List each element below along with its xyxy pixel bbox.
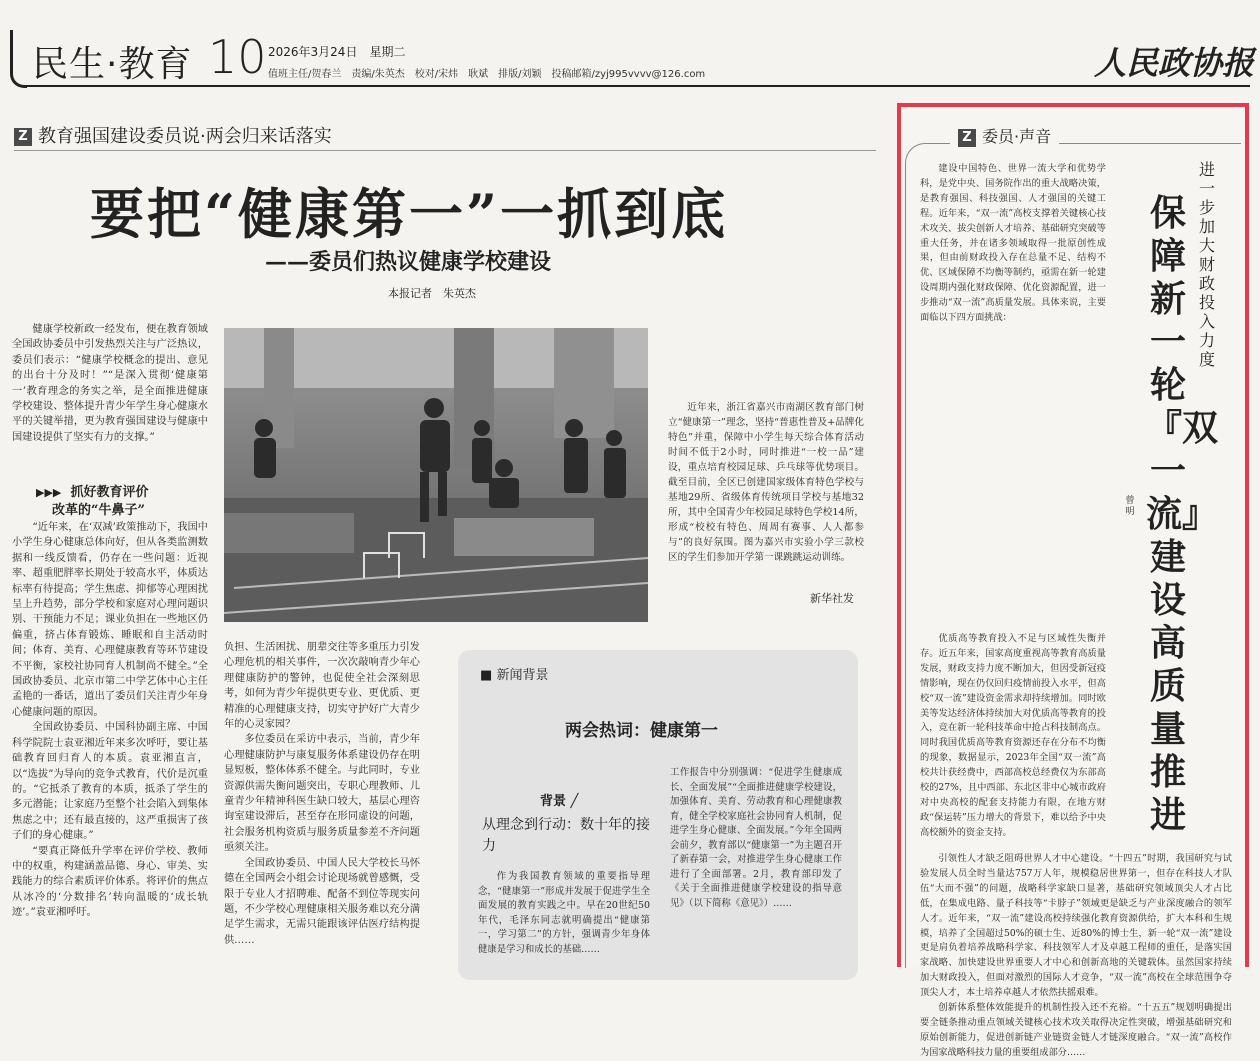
paragraph: 多位委员在采访中表示，当前，青少年心理健康防护与康复服务体系建设仍存在明显短板，整体体系不健全。与此同时，专业资源供需失衡问题突出，专职心理教师、儿童青少年精神科医生缺口较大，基层心理咨询室建设滞后，甚至存在形同虚设的问题，社会服务机构资质与服务质量参差不齐问题亟须关注。 bbox=[224, 734, 420, 854]
article-byline: 本报记者 朱英杰 bbox=[388, 287, 476, 300]
issue-date: 2026年3月24日 星期二 bbox=[268, 45, 406, 59]
paragraph: 工作报告中分别强调：“促进学生健康成长、全面发展”“全面推进健康学校建设，加强体育、美育、劳动教育和心理健康教育，健全学校家庭社会协同育人机制，促进学生身心健康、全面发展。”今年全国两会前夕，教育部以“健康第一”为主题召开了新春第一会，对推进学生身心健康工作进行了全面部署。2月，教育部印发了《关于全面推进健康学校建设的指导意见》（以下简称《意见》）…… bbox=[670, 767, 842, 909]
right-column-text-3 bbox=[920, 852, 1232, 1058]
right-column-title: 保障新一轮『双一流』建设高质量推进 bbox=[1146, 193, 1219, 836]
right-column-heading bbox=[950, 124, 1059, 147]
news-box-left-text bbox=[478, 870, 650, 967]
newspaper-logo: 人民政协报 bbox=[1094, 44, 1255, 82]
column-heading bbox=[14, 122, 332, 148]
paragraph: “要真正降低升学率在评价学校、教师中的权重，构建涵盖品德、身心、审美、实践能力的综合素质评价体系。将评价的焦点从冰冷的‘分数排名’转向温暖的‘成长轨迹’。”袁亚湘呼吁。 bbox=[12, 845, 208, 919]
column-z-icon: Z bbox=[958, 129, 976, 147]
article-column-1 bbox=[12, 520, 208, 967]
photo-caption-text: 近年来，浙江省嘉兴市南湖区教育部门树立“健康第一”理念，坚持“普惠性普及+品牌化特色”并重，保障中小学生每天综合体育活动时间不低于2小时，同时推进“一校一品”建设，重点培育校园足球、乒乓球等优势项目。截至目前，全区已创建国家级体育特色学校与基地29所、省级体育传统项目学校与基地32所，其中全国青少年校园足球特色学校14所，形成“校校有特色、周周有赛事、人人都参与”的良好氛围。图为嘉兴市实验小学三款校区的学生们参加开学第一课跳跳运动训练。 bbox=[668, 402, 864, 563]
masthead-curve bbox=[10, 30, 27, 88]
paragraph: 负担、生活困扰、朋辈交往等多重压力引发心理危机的相关事件，一次次敲响青少年心理健康防护的警钟，也促使全社会深刻思考，如何为青少年提供更专业、更优质、更精准的心理健康支持，切实守护好广大青少年的心灵家园？ bbox=[224, 642, 420, 731]
right-column-heading-text: 委员·声音 bbox=[982, 127, 1052, 146]
section-name: 民生·教育 bbox=[32, 44, 193, 85]
background-heading: 从理念到行动：数十年的接力 bbox=[482, 817, 650, 854]
subhead-line-1: 抓好教育评价 bbox=[70, 485, 149, 500]
right-column-text-2 bbox=[920, 632, 1106, 852]
article-subheadline: ——委员们热议健康学校建设 bbox=[265, 249, 552, 275]
background-label-text: 背景 bbox=[540, 794, 567, 809]
article-photo bbox=[224, 328, 648, 622]
column-z-icon: Z bbox=[14, 128, 32, 146]
article-column-2 bbox=[224, 640, 420, 967]
photo-illustration bbox=[224, 328, 648, 622]
square-icon: ■ bbox=[480, 668, 493, 683]
paragraph: 引领性人才缺乏阻碍世界人才中心建设。“十四五”时期，我国研究与试验发展人员全时当量达757万人年，规模稳居世界第一，但存在科技人才队伍“大而不强”的问题，战略科学家缺口显著，基础研究领域顶尖人才占比低，在集成电路、量子科技等“卡脖子”领域更是缺乏与产业深度融合的领军人才。近年来，“双一流”建设高校持续强化教育资源供给，扩大本科和生规模，培养了全国超过50%的硕士生、近80%的博士生，新一轮“双一流”建设更是肩负着培养战略科学家、科技领军人才及卓越工程师的重任，是落实国家战略、加快建设世界重要人才中心和创新高地的关键载体。虽然国家持续加大财政投入，但面对激烈的国际人才竞争，“双一流”高校在全球范围争夺顶尖人才，本土培养卓越人才依然扶摇艰难。 bbox=[920, 853, 1232, 999]
paragraph: 作为我国教育领域的重要指导理念，“健康第一”形成并发展于促进学生全面发展的教育实践之中。早在20世纪50年代，毛泽东同志就明确提出“健康第一，学习第二”的方针，强调青少年身体健康是学习和成长的基础…… bbox=[478, 871, 650, 955]
photo-credit: 新华社发 bbox=[810, 592, 854, 605]
article-lead bbox=[12, 322, 208, 462]
paragraph: 建设中国特色、世界一流大学和优势学科，是党中央、国务院作出的重大战略决策，是教育强国、科技强国、人才强国的关键工程。近年来，“双一流”高校支撑着关键核心技术攻关、拔尖创新人才培养、基础研究突破等重大任务，并在诸多领域取得一批原创性成果，但由前财政投入存在总量不足、结构不优、区域保障不均衡等制约，亟需在新一轮建设周期内强化财政保障、优化资源配置，进一步推动“双一流”高质量发展。具体来说，主要面临以下四方面挑战： bbox=[920, 163, 1106, 324]
right-column-text-1 bbox=[920, 162, 1106, 632]
paragraph: 创新体系整体效能提升的机制性投入还不充裕。“十五五”规划明确提出要全链条推动重点领域关键核心技术攻关取得决定性突破，增强基础研究和原始创新能力，促进创新链产业链资金链人才链深度融合。“双一流”高校作为国家战略科技力量的重要组成部分…… bbox=[920, 1002, 1232, 1058]
news-box-right-text bbox=[670, 766, 842, 967]
right-column-kicker: 进一步加大财政投入力度 bbox=[1198, 160, 1215, 369]
paragraph: 全国政协委员、中国科协副主席、中国科学院院士袁亚湘近年来多次呼吁，要让基础教育回归育人的本质。袁亚湘直言，以“选拔”为导向的竞争式教育，代价是沉重的。“它抵杀了教育的本质，抵杀了学生的多元潜能；让家庭乃至整个社会陷入到集体焦虑之中；还有最直接的，这严重损害了孩子们的身心健康。” bbox=[12, 722, 208, 842]
right-column-author: 曾明 bbox=[1125, 496, 1135, 517]
pen-icon: ╱ bbox=[570, 794, 579, 809]
background-label bbox=[540, 790, 578, 809]
news-box-title: 两会热词：健康第一 bbox=[565, 721, 718, 741]
subhead-arrows-icon: ▶▶▶ bbox=[36, 486, 62, 499]
page-number: 10 bbox=[208, 30, 267, 84]
subhead-line-2: 改革的“牛鼻子” bbox=[52, 503, 145, 518]
article-subhead bbox=[36, 484, 148, 520]
masthead-rule bbox=[22, 85, 1250, 87]
lead-paragraph: 健康学校新政一经发布，便在教育领域全国政协委员中引发热烈关注与广泛热议，委员们表示：“健康学校概念的提出、意见的出台十分及时！”“是深入贯彻‘健康第一’教育理念的务实之举，是全面推进健康学校建设、整体提升青少年学生身心健康水平的关键举措，更为教育强国建设与健康中国建设提供了坚实有力的支撑。” bbox=[12, 324, 208, 443]
column-rule bbox=[14, 150, 876, 151]
paragraph: 优质高等教育投入不足与区域性失衡并存。近五年来，国家高度重视高等教育高质量发展，财政支持力度不断加大，但因受新冠疫情影响，现在仍仅回归疫情前投入水平，但高校“双一流”建设资金需求却持续增加。同时欧美等发达经济体持续加大对优质高等教育的投入，竞在新一轮科技革命中抢占科技制高点。同时我国优质高等教育资源还存在分布不均衡的现象，数据显示，2023年全国“双一流”高校共计获经费中，西部高校总经费仅为东部高校的27%，且中西部、东北区非中心城市政府对中央高校的配套支持能力有限，在地方财政“保运转”压力增大的背景下，难以给予中央高校额外的资金支持。 bbox=[920, 633, 1106, 838]
staff-credits: 值班主任/贺春兰 责编/朱英杰 校对/宋炜 耿斌 排版/刘颖 投稿邮箱/zyj995vvvv@126.com bbox=[268, 69, 706, 80]
paragraph: 全国政协委员、中国人民大学校长马怀德在全国两会小组会讨论现场就曾感慨，受限于专业人才招聘难、配备不到位等现实问题，不少学校心理健康相关服务难以充分满足学生需求，无需只能跟该评估医疗结构提供…… bbox=[224, 857, 420, 946]
paragraph: “近年来，在‘双减’政策推动下，我国中小学生身心健康总体向好，但从各类监测数据和一线反馈看，仍存在一些问题：近视率、超重肥胖率长期处于较高水平，体质达标率有待提高；学生焦虑、抑郁等心理困扰呈上升趋势，部分学校和家庭对心理问题识别、干预能力不足；课业负担在一些地区仍偏重，挤占体育锻炼、睡眠和自主活动时间；体育、美育、心理健康教育等环节建设不平衡，家校社协同育人机制尚不健全。”全国政协委员、北京市第二中学艺体中心主任孟艳的一番话，道出了委员们关注青少年身心健康问题的原因。 bbox=[12, 522, 208, 718]
column-heading-text: 教育强国建设委员说·两会归来话落实 bbox=[38, 126, 332, 147]
news-background-label bbox=[480, 664, 548, 683]
photo-caption bbox=[668, 400, 864, 590]
news-label-text: 新闻背景 bbox=[496, 668, 549, 683]
article-headline: 要把“健康第一”一抓到底 bbox=[90, 182, 729, 246]
